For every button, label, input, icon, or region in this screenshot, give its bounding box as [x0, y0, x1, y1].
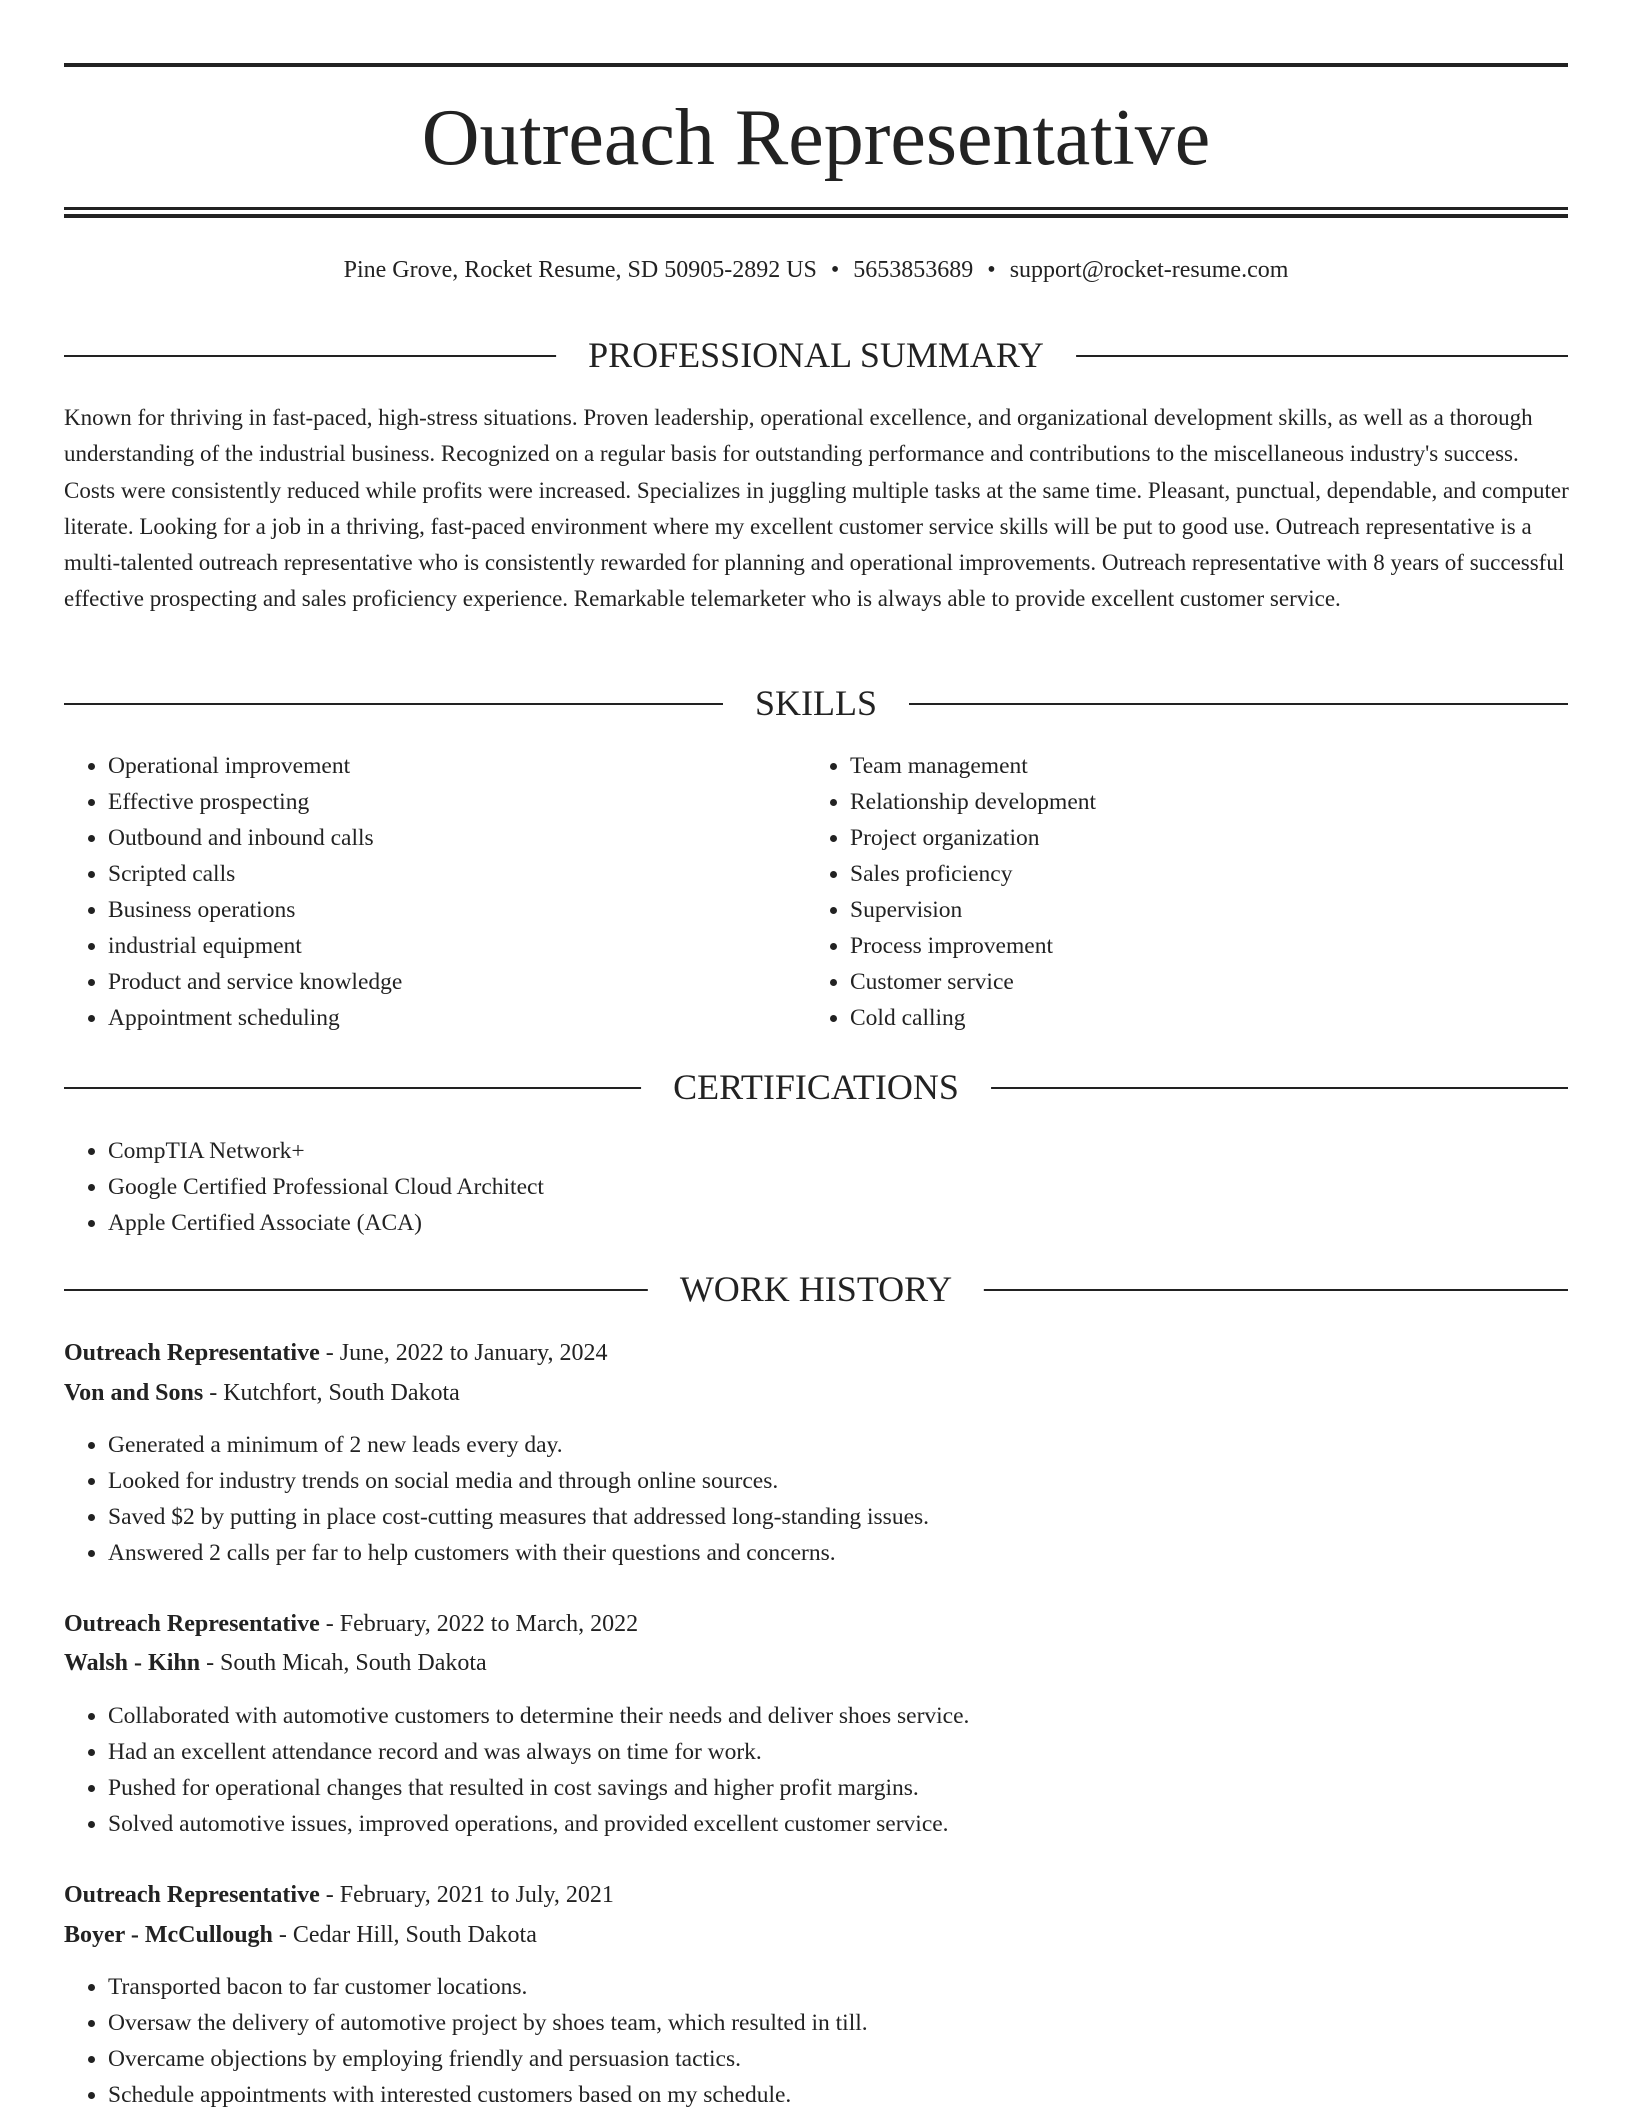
job-bullet: • Overcame objections by employing friendly and persuasion tactics.: [108, 2041, 1544, 2077]
job-company: Von and Sons: [64, 1380, 204, 1406]
work-history-section-heading: [64, 1269, 1568, 1309]
skills-section-heading: [64, 683, 1568, 723]
job-bullet-list: [64, 1969, 1544, 2113]
certification-item: • Google Certified Professional Cloud Architect: [108, 1169, 1464, 1205]
job-bullet-list: [64, 1427, 1544, 1571]
job-location: - Kutchfort, South Dakota: [203, 1380, 460, 1406]
skills-right-column: [806, 748, 1506, 1036]
contact-separator: •: [987, 257, 996, 283]
job-location: - Cedar Hill, South Dakota: [272, 1922, 537, 1948]
job-bullet: • Answered 2 calls per far to help customers with their questions and concerns.: [108, 1535, 1544, 1571]
section-title: WORK HISTORY: [648, 1269, 984, 1309]
job-title-line: [64, 1876, 614, 1914]
skill-item: • Effective prospecting: [108, 784, 764, 820]
skill-item: • Cold calling: [850, 1000, 1506, 1036]
contact-email: support@rocket-resume.com: [1009, 257, 1289, 283]
contact-separator: •: [830, 257, 840, 283]
job-dates: - June, 2022 to January, 2024: [319, 1340, 608, 1366]
job-bullet: • Generated a minimum of 2 new leads every day.: [108, 1427, 1544, 1463]
header-top-rule: [64, 63, 1568, 67]
job-bullets: [64, 1427, 1544, 1571]
skill-item: • Operational improvement: [108, 748, 764, 784]
skill-item: • Team management: [850, 748, 1506, 784]
job-bullet: • Solved automotive issues, improved operations, and provided excellent customer service.: [108, 1806, 1544, 1842]
contact-phone: 5653853689: [853, 257, 974, 283]
job-bullets: [64, 1969, 1544, 2113]
skill-item: • Process improvement: [850, 928, 1506, 964]
header-double-rule-lower: [64, 214, 1568, 218]
section-title: CERTIFICATIONS: [641, 1067, 991, 1107]
job-title-line: [64, 1334, 607, 1372]
job-bullet: • Looked for industry trends on social media and through online sources.: [108, 1463, 1544, 1499]
certification-item: • Apple Certified Associate (ACA): [108, 1205, 1464, 1241]
summary-section-heading: [64, 335, 1568, 375]
skills-list-right: [806, 748, 1506, 1036]
job-location: - South Micah, South Dakota: [200, 1650, 487, 1676]
skill-item: • Sales proficiency: [850, 856, 1506, 892]
job-bullet: • Schedule appointments with interested customers based on my schedule.: [108, 2077, 1544, 2113]
certifications-section-heading: [64, 1067, 1568, 1107]
job-title: Outreach Representative: [64, 1340, 320, 1366]
skill-item: • Supervision: [850, 892, 1506, 928]
job-bullet-list: [64, 1698, 1544, 1842]
job-bullet: • Transported bacon to far customer locations.: [108, 1969, 1544, 2005]
job-bullet: • Collaborated with automotive customers to determine their needs and deliver shoes service.: [108, 1698, 1544, 1734]
job-company-line: [64, 1916, 537, 1954]
resume-title: Outreach Representative: [421, 94, 1211, 182]
skill-item: • Customer service: [850, 964, 1506, 1000]
section-title: PROFESSIONAL SUMMARY: [556, 335, 1076, 375]
contact-address: Pine Grove, Rocket Resume, SD 50905-2892 US: [343, 257, 817, 283]
skill-item: • Appointment scheduling: [108, 1000, 764, 1036]
summary-text: Known for thriving in fast-paced, high-stress situations. Proven leadership, operational excellence, and organizational development skills, as well as a thorough understanding of the industrial business. Recognized on a regular basis for outstanding performance and contributions to the miscellaneous industry's success. Costs were consistently reduced while profits were increased. Specializes in juggling multiple tasks at the same time. Pleasant, punctual, dependable, and computer literate. Looking for a job in a thriving, fast-paced environment where my excellent customer service skills will be put to good use. Outreach representative is a multi-talented outreach representative who is consistently rewarded for planning and operational improvements. Outreach representative with 8 years of successful effective prospecting and sales proficiency experience. Remarkable telemarketer who is always able to provide excellent customer service.: [64, 405, 1569, 612]
job-company-line: [64, 1644, 487, 1682]
job-bullet: • Pushed for operational changes that resulted in cost savings and higher profit margins.: [108, 1770, 1544, 1806]
job-bullet: • Oversaw the delivery of automotive project by shoes team, which resulted in till.: [108, 2005, 1544, 2041]
job-company-line: [64, 1374, 460, 1412]
job-dates: - February, 2022 to March, 2022: [319, 1611, 639, 1637]
skill-item: • Project organization: [850, 820, 1506, 856]
skill-item: • Scripted calls: [108, 856, 764, 892]
section-title: SKILLS: [723, 683, 909, 723]
job-company: Boyer - McCullough: [64, 1922, 273, 1948]
job-title: Outreach Representative: [64, 1611, 320, 1637]
certification-item: • CompTIA Network+: [108, 1133, 1464, 1169]
job-company: Walsh - Kihn: [64, 1650, 201, 1676]
skill-item: • Business operations: [108, 892, 764, 928]
header-double-rule-upper: [64, 207, 1568, 210]
contact-line: [0, 254, 1632, 286]
certifications-list: [64, 1133, 1464, 1241]
job-title-line: [64, 1605, 638, 1643]
job-dates: - February, 2021 to July, 2021: [319, 1882, 614, 1908]
job-bullet: • Had an excellent attendance record and was always on time for work.: [108, 1734, 1544, 1770]
skills-list-left: [64, 748, 764, 1036]
skill-item: • industrial equipment: [108, 928, 764, 964]
skill-item: • Product and service knowledge: [108, 964, 764, 1000]
skills-left-column: [64, 748, 764, 1036]
job-bullet: • Saved $2 by putting in place cost-cutting measures that addressed long-standing issues.: [108, 1499, 1544, 1535]
job-title: Outreach Representative: [64, 1882, 320, 1908]
job-bullets: [64, 1698, 1544, 1842]
certifications-column: [64, 1133, 1464, 1241]
skill-item: • Relationship development: [850, 784, 1506, 820]
skill-item: • Outbound and inbound calls: [108, 820, 764, 856]
